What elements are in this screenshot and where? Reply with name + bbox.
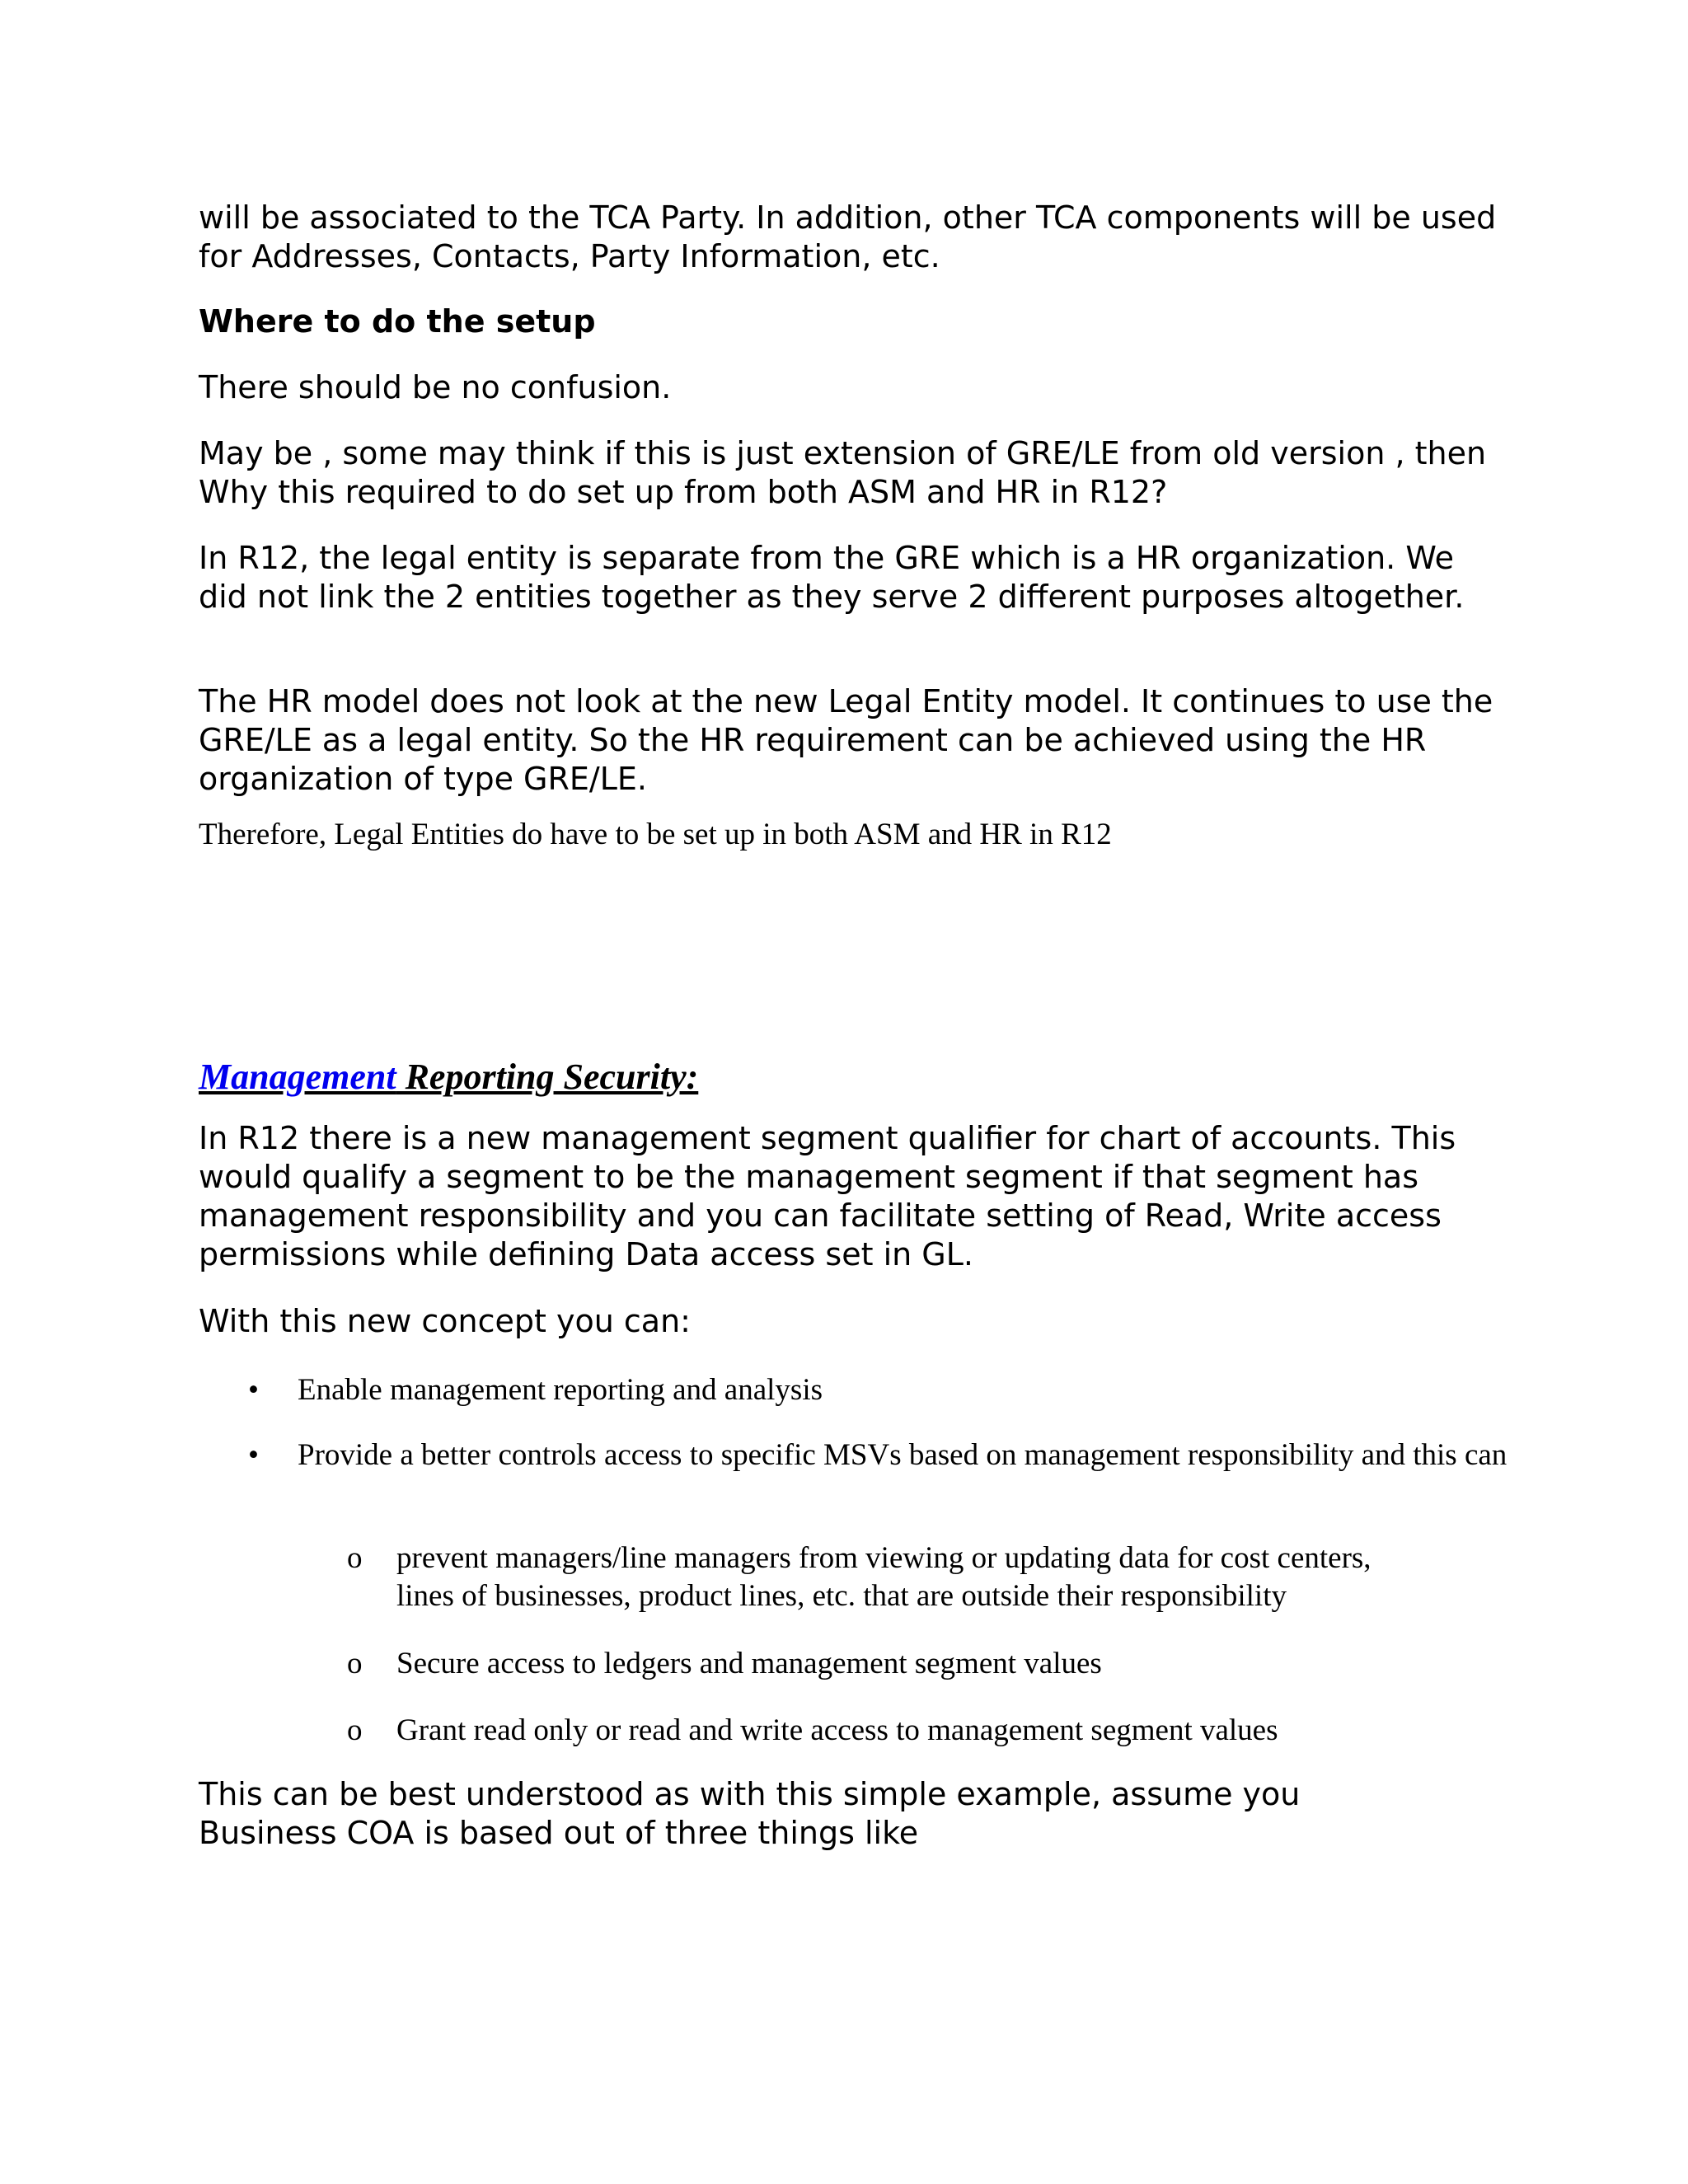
- paragraph-closing-example: This can be best understood as with this simple example, assume you Business COA is based out of three things like: [199, 1776, 1301, 1851]
- paragraph-therefore: Therefore, Legal Entities do have to be set up in both ASM and HR in R12: [199, 818, 1112, 851]
- circle-bullet-icon: o: [347, 1713, 363, 1747]
- bullet-text: Provide a better controls access to specific MSVs based on management responsibility and this can: [298, 1438, 1507, 1472]
- sub-bullet-text: prevent managers/line managers from viewing or updating data for cost centers, lines of businesses, product lines, etc. that are outside their responsibility: [396, 1541, 1372, 1613]
- bullet-icon: •: [248, 1438, 259, 1472]
- circle-bullet-icon: o: [347, 1541, 363, 1575]
- section-heading: [199, 1057, 698, 1098]
- bullet-icon: •: [248, 1373, 259, 1407]
- sub-bullet-text: Grant read only or read and write access to management segment values: [396, 1713, 1278, 1747]
- paragraph-hr-model: The HR model does not look at the new Legal Entity model. It continues to use the GRE/LE as a legal entity. So the HR requirement can be achieved using the HR organization of type GRE/LE.: [199, 683, 1493, 797]
- paragraph-no-confusion: There should be no confusion.: [199, 369, 672, 405]
- bullet-text: Enable management reporting and analysis: [298, 1373, 823, 1407]
- section-heading-rest: Reporting Security:: [396, 1057, 699, 1097]
- setup-heading: Where to do the setup: [199, 303, 596, 340]
- document-page: [199, 0, 1509, 2184]
- circle-bullet-icon: o: [347, 1647, 363, 1680]
- paragraph-gre-le-question: May be , some may think if this is just extension of GRE/LE from old version , then Why this required to do set up from both ASM and HR in R12?: [199, 435, 1487, 510]
- paragraph-new-concept: With this new concept you can:: [199, 1303, 691, 1339]
- sub-bullet-text: Secure access to ledgers and management segment values: [396, 1647, 1102, 1680]
- paragraph-segment-qualifier: In R12 there is a new management segment qualifier for chart of accounts. This would qualify a segment to be the management segment if that segment has management responsibility and you can facilitate setting of Read, Write access permissions while defining Data access set in GL.: [199, 1120, 1456, 1272]
- paragraph-tca: will be associated to the TCA Party. In addition, other TCA components will be used for Addresses, Contacts, Party Information, etc.: [199, 199, 1497, 274]
- management-link[interactable]: Management: [199, 1057, 396, 1097]
- paragraph-legal-entity-separate: In R12, the legal entity is separate from the GRE which is a HR organization. We did not link the 2 entities together as they serve 2 different purposes altogether.: [199, 540, 1465, 615]
